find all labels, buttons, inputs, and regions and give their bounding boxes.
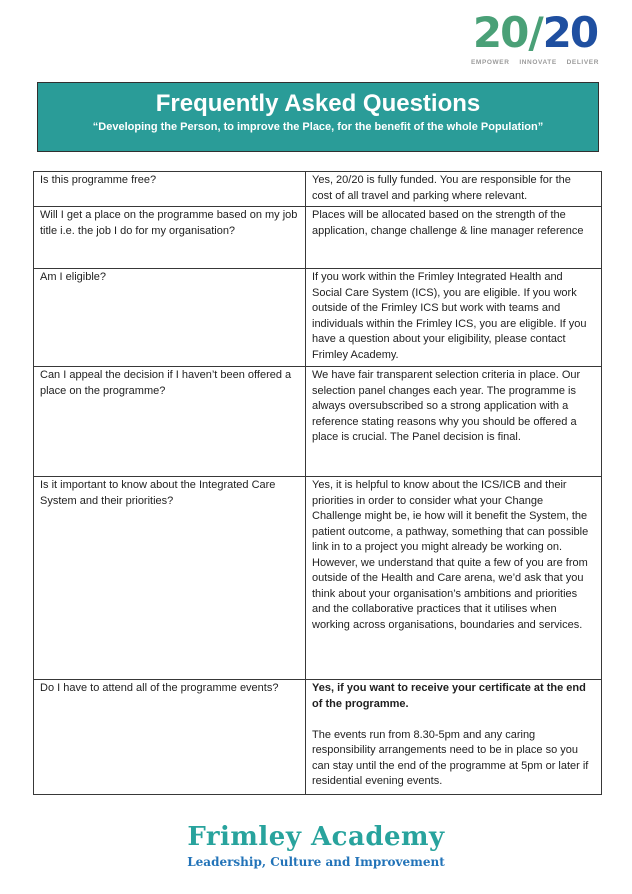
- faq-question-cell: [34, 269, 306, 367]
- faq-row-free: [34, 172, 602, 207]
- faq-row-place-job-title: [34, 207, 602, 269]
- faq-question: Do I have to attend all of the programme events?: [40, 682, 279, 694]
- faq-question-cell: [34, 477, 306, 680]
- page-subtitle: “Developing the Person, to improve the Place, for the benefit of the whole Population”: [92, 120, 544, 133]
- faq-answer-cell: [306, 172, 602, 207]
- logo-number-right: 20: [542, 8, 598, 57]
- faq-answer-cell: [306, 680, 602, 795]
- faq-row-eligible: [34, 269, 602, 367]
- logo-number-left: 20: [472, 8, 528, 57]
- faq-question: Is this programme free?: [40, 174, 157, 186]
- faq-answer: If you work within the Frimley Integrated Health and Social Care System (ICS), you are eligible. If you work outside of the Frimley ICS but work with teams and individuals within the Frimley ICS, you are eligible. If you have a question about your eligibility, please contact Frimley Academy.: [312, 271, 587, 361]
- faq-table: [33, 171, 602, 795]
- faq-question-cell: [34, 207, 306, 269]
- faq-question: Am I eligible?: [40, 271, 107, 283]
- faq-row-ics-priorities: [34, 477, 602, 680]
- faq-answer-cell: [306, 207, 602, 269]
- faq-question: Can I appeal the decision if I haven’t been offered a place on the programme?: [40, 369, 292, 397]
- 2020-logo: [471, 8, 599, 66]
- logo-tagline-word-deliver: DELIVER: [566, 59, 599, 66]
- faq-answer: Places will be allocated based on the strength of the application, change challenge & line manager reference: [312, 209, 584, 237]
- faq-row-attendance: [34, 680, 602, 795]
- faq-question-cell: [34, 680, 306, 795]
- faq-answer: Yes, if you want to receive your certificate at the end of the programme.: [312, 682, 586, 710]
- faq-answer-cell: [306, 367, 602, 477]
- faq-answer-cell: [306, 477, 602, 680]
- logo-slash: /: [528, 8, 542, 57]
- logo-tagline: [471, 59, 599, 66]
- 2020-logo-numbers: [471, 8, 599, 57]
- footer-tagline: Leadership, Culture and Improvement: [187, 854, 445, 869]
- faq-row-appeal: [34, 367, 602, 477]
- faq-answer: We have fair transparent selection criteria in place. Our selection panel changes each year. The programme is always oversubscribed so a strong application with a reference stating reasons why you should be offered a place is crucial. The Panel decision is final.: [312, 369, 581, 443]
- faq-question: Is it important to know about the Integrated Care System and their priorities?: [40, 479, 276, 507]
- page-title: Frequently Asked Questions: [155, 90, 481, 117]
- faq-answer: However, we understand that quite a few of you are from outside of the Health and Care arena, we’d ask that you think about your organisation’s ambitions and priorities and the collaborative practices that it utilises when working across organisations, boundaries and services.: [312, 556, 588, 631]
- faq-banner: [37, 82, 599, 152]
- faq-question-cell: [34, 172, 306, 207]
- faq-answer-cell: [306, 269, 602, 367]
- logo-tagline-word-innovate: INNOVATE: [519, 59, 557, 66]
- faq-answer: Yes, 20/20 is fully funded. You are responsible for the cost of all travel and parking where relevant.: [312, 174, 571, 202]
- frimley-academy-logo: Frimley Academy: [187, 822, 445, 852]
- faq-answer: Yes, it is helpful to know about the ICS/ICB and their priorities in order to consider what your Change Challenge might be, ie how will it benefit the System, the patient outcome, a pathway, something that can possible link in to a project you might already be working on.: [312, 479, 589, 553]
- logo-tagline-word-empower: EMPOWER: [471, 59, 510, 66]
- footer: [0, 823, 632, 869]
- faq-answer: The events run from 8.30-5pm and any caring responsibility arrangements need to be in place so you can stay until the end of the programme at 5pm or later if residential evening events.: [312, 728, 589, 787]
- faq-question-cell: [34, 367, 306, 477]
- header: [0, 0, 632, 82]
- faq-question: Will I get a place on the programme based on my job title i.e. the job I do for my organisation?: [40, 209, 298, 237]
